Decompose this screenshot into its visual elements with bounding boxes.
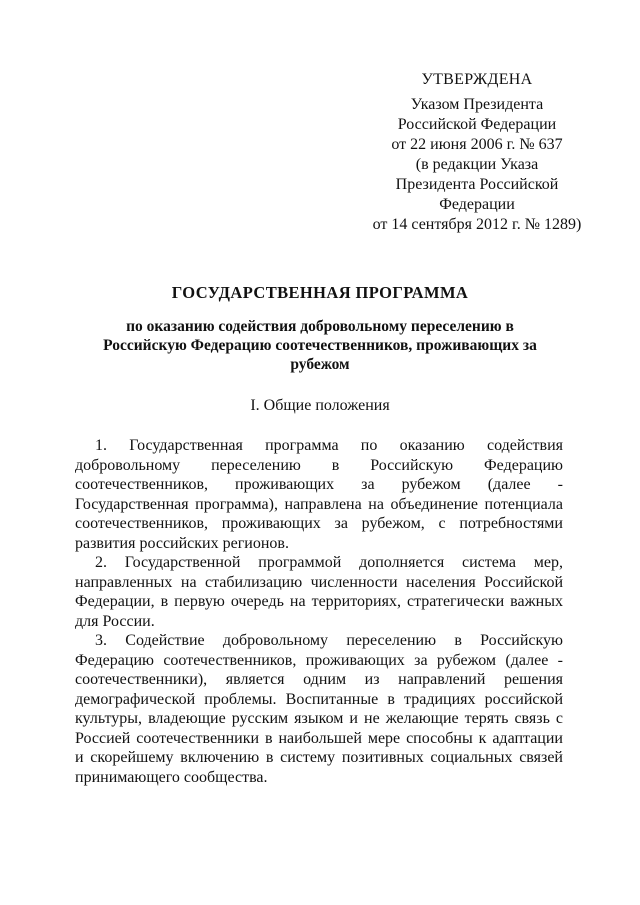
approval-line: Федерации: [439, 196, 515, 213]
paragraph-line: соотечественников, проживающих за рубежом (далее -: [75, 476, 563, 493]
paragraph-1: [75, 436, 563, 553]
approval-line: Российской Федерации: [397, 116, 557, 133]
paragraph-line: соотечественники), является одним из направлений решения: [75, 671, 563, 688]
paragraph-line: Россией соотечественники в наибольшей мере способны к адаптации: [75, 729, 563, 747]
paragraph-line: 2. Государственной программой дополняется система мер,: [95, 554, 563, 571]
section-title: I. Общие положения: [250, 397, 390, 414]
paragraph-line: принимающего сообщества.: [75, 768, 268, 786]
paragraph-3: [75, 631, 563, 787]
paragraph-line: 1. Государственная программа по оказанию содействия: [95, 437, 563, 454]
program-subtitle-line: рубежом: [290, 356, 350, 373]
paragraph-line: 3. Содействие добровольному переселению в Российскую: [95, 632, 563, 649]
approval-block: [352, 70, 602, 235]
paragraph-line: Федерации, в первую очередь на территориях, стратегически важных: [75, 593, 563, 610]
program-subtitle-line: Российскую Федерацию соотечественников, проживающих за: [103, 337, 537, 354]
program-subtitle: [60, 317, 580, 374]
paragraph-line: культуры, владеющие русским языком и не желающие терять связь с: [75, 710, 563, 727]
paragraph-line: направленных на стабилизацию численности населения Российской: [75, 573, 563, 591]
paragraph-line: и скорейшему включению в систему позитивных социальных связей: [75, 749, 563, 766]
program-subtitle-line: по оказанию содействия добровольному переселению в: [126, 318, 514, 335]
approval-line: от 22 июня 2006 г. № 637: [391, 136, 563, 153]
paragraph-line: для России.: [75, 612, 155, 630]
paragraph-line: Государственная программа), направлена на объединение потенциала: [75, 495, 563, 513]
paragraph-line: Федерацию соотечественников, проживающих за рубежом (далее -: [75, 651, 563, 669]
document-body: [75, 436, 563, 787]
paragraph-line: добровольному переселению в Российскую Федерацию: [75, 456, 563, 474]
paragraph-line: демографической проблемы. Воспитанные в традициях российской: [75, 690, 563, 708]
approval-line: от 14 сентября 2012 г. № 1289): [372, 216, 582, 233]
program-title: ГОСУДАРСТВЕННАЯ ПРОГРАММА: [171, 283, 469, 302]
approval-line: (в редакции Указа: [415, 156, 539, 173]
approval-line: Президента Российской: [395, 176, 559, 193]
paragraph-2: [75, 553, 563, 631]
paragraph-line: соотечественников, проживающих за рубежом, с потребностями: [75, 515, 563, 532]
program-heading: [60, 283, 580, 374]
paragraph-line: развития российских регионов.: [75, 534, 289, 552]
approval-line: Указом Президента: [410, 96, 544, 113]
approval-title: УТВЕРЖДЕНА: [421, 71, 533, 88]
